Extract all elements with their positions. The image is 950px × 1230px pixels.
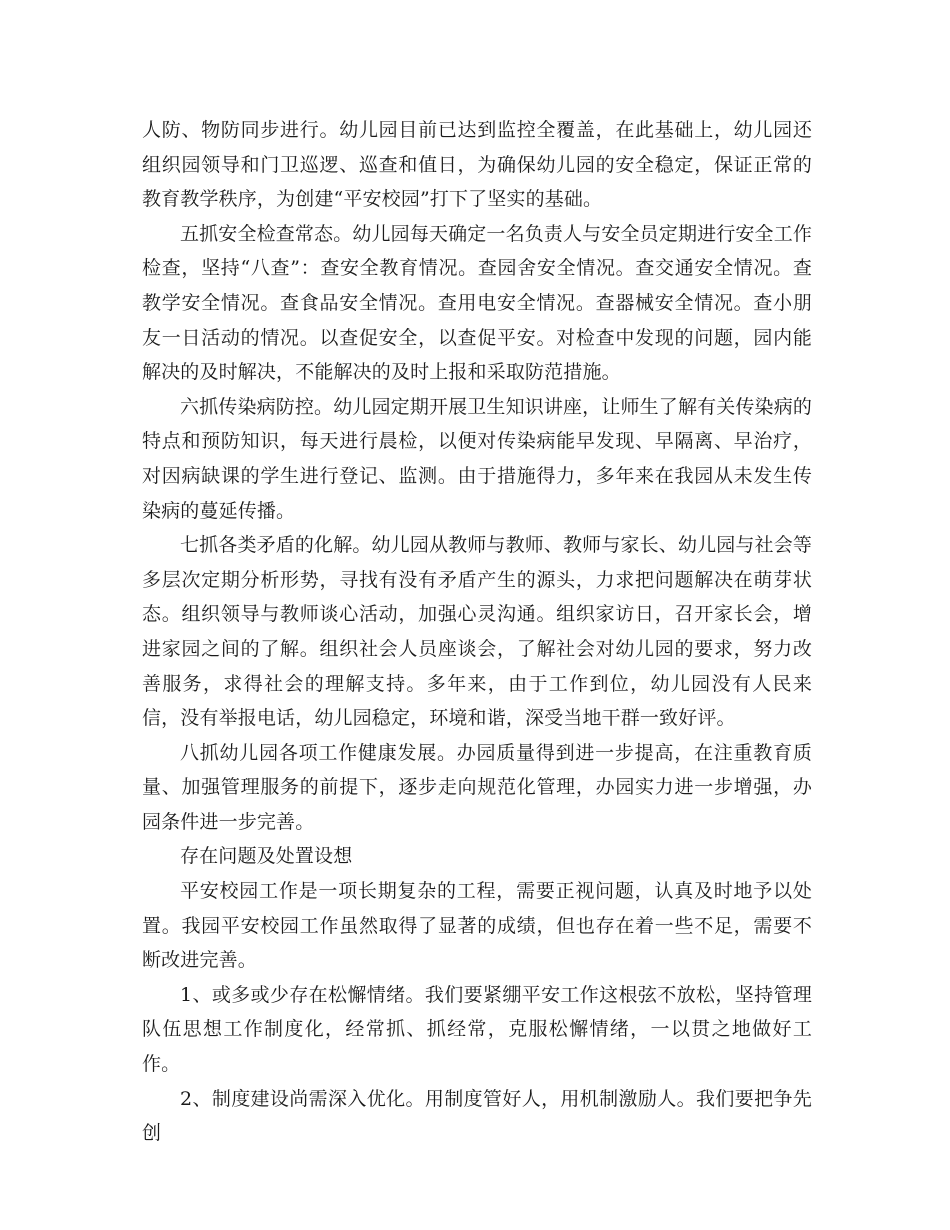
paragraph-disease-prevention: 六抓传染病防控。幼儿园定期开展卫生知识讲座，让师生了解有关传染病的特点和预防知识，每天进行晨检，以便对传染病能早发现、早隔离、早治疗，对因病缺课的学生进行登记、监测。由于措施得力，多年来在我园从未发生传染病的蔓延传播。 bbox=[142, 395, 812, 522]
paragraph-healthy-development: 八抓幼儿园各项工作健康发展。办园质量得到进一步提高，在注重教育质量、加强管理服务的前提下，逐步走向规范化管理，办园实力进一步增强，办园条件进一步完善。 bbox=[142, 741, 812, 833]
document-body bbox=[142, 113, 812, 1151]
list-item-1: 1、或多或少存在松懈情绪。我们要紧绷平安工作这根弦不放松，坚持管理队伍思想工作制度化，经常抓、抓经常，克服松懈情绪，一以贯之地做好工作。 bbox=[142, 983, 812, 1076]
paragraph-conflict-resolution: 七抓各类矛盾的化解。幼儿园从教师与教师、教师与家长、幼儿园与社会等多层次定期分析形势，寻找有没有矛盾产生的源头，力求把问题解决在萌芽状态。组织领导与教师谈心活动，加强心灵沟通。组织家访日，召开家长会，增进家园之间的了解。组织社会人员座谈会，了解社会对幼儿园的要求，努力改善服务，求得社会的理解支持。多年来，由于工作到位，幼儿园没有人民来信，没有举报电话，幼儿园稳定，环境和谐，深受当地干群一致好评。 bbox=[142, 534, 812, 730]
paragraph-safety-inspection: 五抓安全检查常态。幼儿园每天确定一名负责人与安全员定期进行安全工作检查，坚持“八查”：查安全教育情况。查园舍安全情况。查交通安全情况。查教学安全情况。查食品安全情况。查用电安全情况。查器械安全情况。查小朋友一日活动的情况。以查促安全，以查促平安。对检查中发现的问题，园内能解决的及时解决，不能解决的及时上报和采取防范措施。 bbox=[142, 222, 812, 384]
paragraph-problems-intro: 平安校园工作是一项长期复杂的工程，需要正视问题，认真及时地予以处置。我园平安校园工作虽然取得了显著的成绩，但也存在着一些不足，需要不断改进完善。 bbox=[142, 880, 812, 972]
list-item-2: 2、制度建设尚需深入优化。用制度管好人，用机制激励人。我们要把争先创 bbox=[142, 1087, 812, 1145]
section-heading-problems: 存在问题及处置设想 bbox=[180, 845, 353, 868]
paragraph-continuation: 人防、物防同步进行。幼儿园目前已达到监控全覆盖，在此基础上，幼儿园还组织园领导和门卫巡逻、巡查和值日，为确保幼儿园的安全稳定，保证正常的教育教学秩序，为创建“平安校园”打下了坚实的基础。 bbox=[142, 119, 812, 211]
